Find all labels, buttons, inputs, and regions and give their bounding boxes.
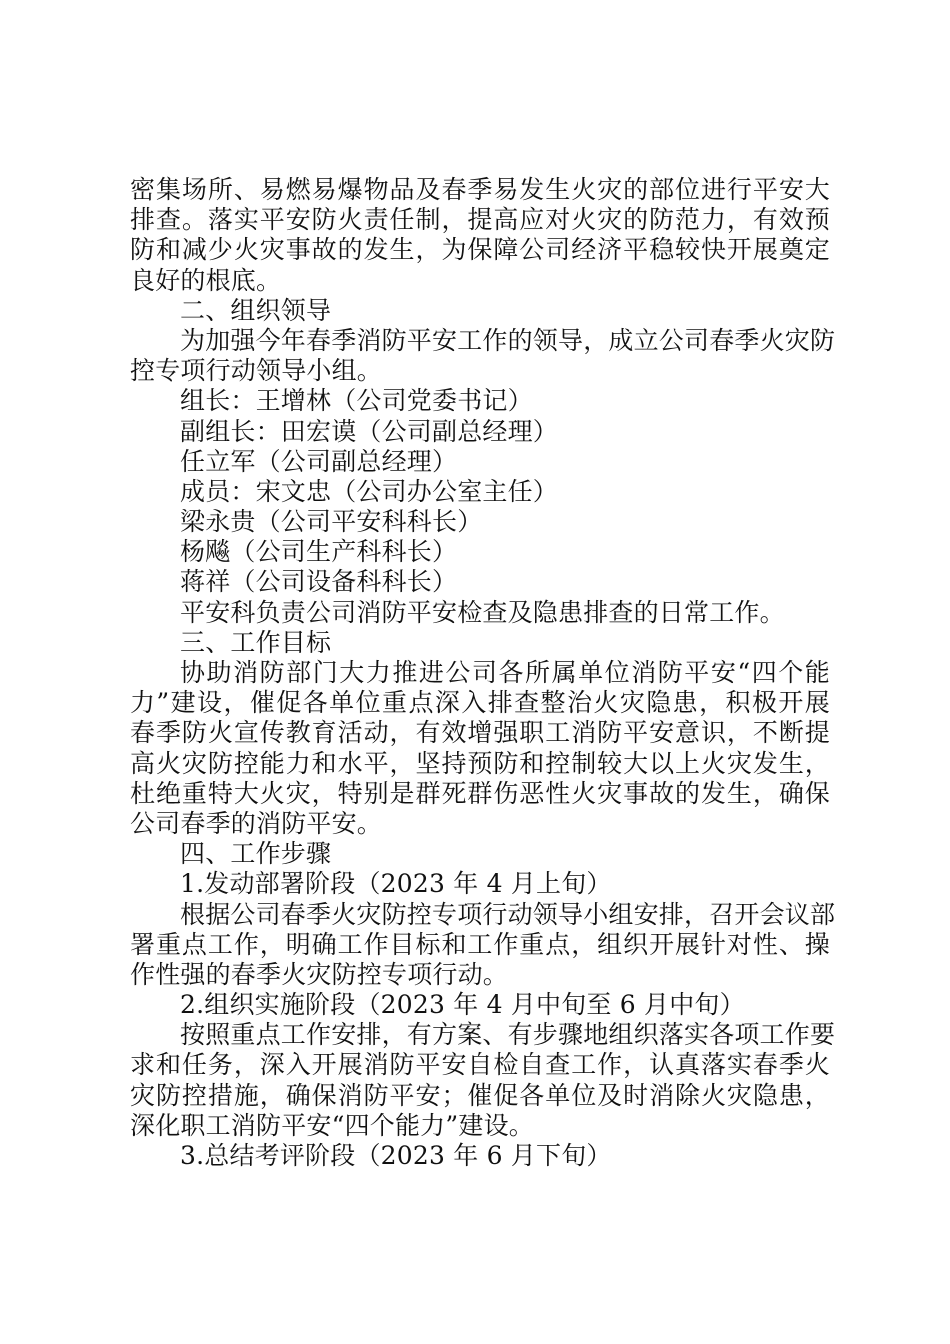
section2-para-line-2: 控专项行动领导小组。 bbox=[130, 356, 383, 386]
member-leader: 组长：王增林（公司党委书记） bbox=[180, 386, 533, 416]
step1-line-2: 署重点工作，明确工作目标和工作重点，组织开展针对性、操 bbox=[130, 929, 830, 959]
member-member-4: 蒋祥（公司设备科科长） bbox=[180, 567, 458, 597]
section3-para-line-6: 公司春季的消防平安。 bbox=[130, 808, 383, 838]
section3-para-line-5: 杜绝重特大火灾，特别是群死群伤恶性火灾事故的发生，确保 bbox=[130, 778, 830, 808]
step2-line-3: 灾防控措施，确保消防平安；催促各单位及时消除火灾隐患， bbox=[130, 1080, 830, 1110]
section2-para-line-1: 为加强今年春季消防平安工作的领导，成立公司春季火灾防 bbox=[180, 325, 836, 355]
intro-line-3: 防和减少火灾事故的发生，为保障公司经济平稳较快开展奠定 bbox=[130, 235, 830, 265]
step2-title: 2.组织实施阶段（2023 年 4 月中旬至 6 月中旬） bbox=[180, 990, 745, 1020]
section3-para-line-2: 力”建设，催促各单位重点深入排查整治火灾隐患，积极开展 bbox=[130, 688, 830, 718]
member-member-2: 梁永贵（公司平安科科长） bbox=[180, 507, 483, 537]
section3-para-line-4: 高火灾防控能力和水平，坚持预防和控制较大以上火灾发生， bbox=[130, 748, 830, 778]
section-heading-goals: 三、工作目标 bbox=[180, 627, 332, 657]
step2-line-1: 按照重点工作安排，有方案、有步骤地组织落实各项工作要 bbox=[180, 1020, 836, 1050]
section3-para-line-1: 协助消防部门大力推进公司各所属单位消防平安“四个能 bbox=[180, 658, 830, 687]
member-member-3: 杨飚（公司生产科科长） bbox=[180, 537, 458, 567]
member-member-1: 成员：宋文忠（公司办公室主任） bbox=[180, 476, 559, 506]
member-deputy-leader: 副组长：田宏谟（公司副总经理） bbox=[180, 416, 559, 446]
step2-line-2: 求和任务，深入开展消防平安自检自查工作，认真落实春季火 bbox=[130, 1050, 830, 1080]
step3-title: 3.总结考评阶段（2023 年 6 月下旬） bbox=[180, 1141, 612, 1170]
intro-line-2: 排查。落实平安防火责任制，提高应对火灾的防范力，有效预 bbox=[130, 205, 830, 235]
step1-title: 1.发动部署阶段（2023 年 4 月上旬） bbox=[180, 869, 612, 899]
section-heading-organization: 二、组织领导 bbox=[180, 295, 332, 325]
intro-line-1: 密集场所、易燃易爆物品及春季易发生火灾的部位进行平安大 bbox=[130, 175, 830, 204]
step1-line-3: 作性强的春季火灾防控专项行动。 bbox=[130, 959, 509, 989]
section3-para-line-3: 春季防火宣传教育活动，有效增强职工消防平安意识，不断提 bbox=[130, 718, 830, 748]
member-deputy-leader-2: 任立军（公司副总经理） bbox=[180, 446, 458, 476]
section2-responsibility: 平安科负责公司消防平安检查及隐患排查的日常工作。 bbox=[180, 597, 785, 627]
document-page bbox=[130, 175, 836, 1171]
step2-line-4: 深化职工消防平安“四个能力”建设。 bbox=[130, 1110, 534, 1140]
section-heading-steps: 四、工作步骤 bbox=[180, 839, 332, 869]
step1-line-1: 根据公司春季火灾防控专项行动领导小组安排，召开会议部 bbox=[180, 899, 836, 929]
intro-line-4: 良好的根底。 bbox=[130, 265, 282, 295]
